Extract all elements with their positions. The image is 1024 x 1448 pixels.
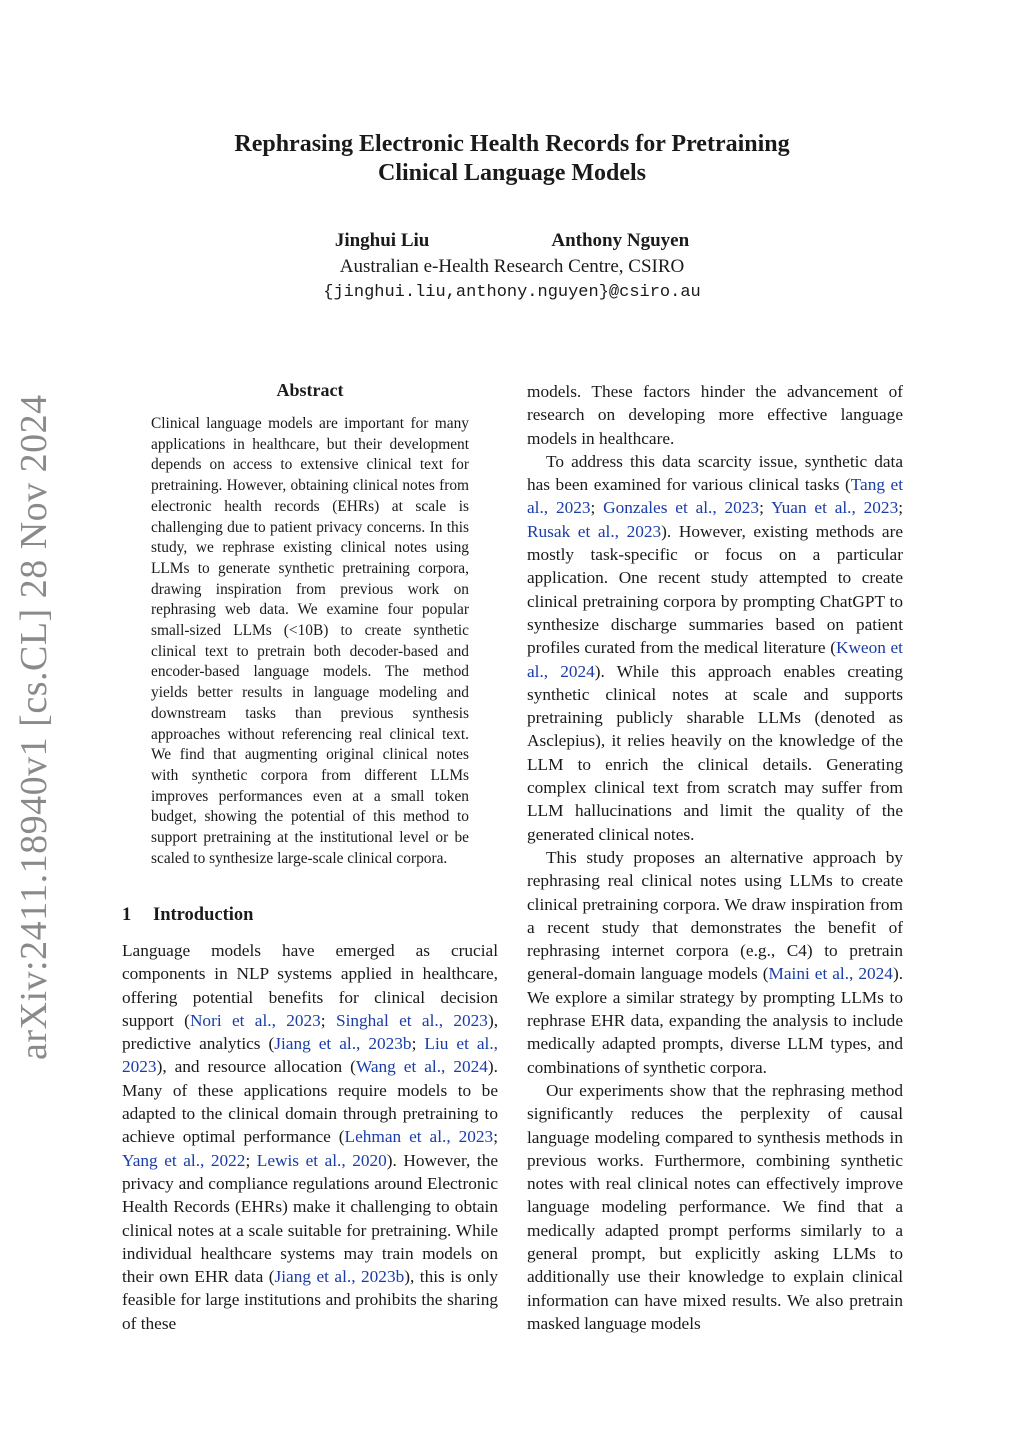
text-run: ), predictive analytics ( (122, 1010, 499, 1054)
text-run: ; (493, 1127, 498, 1147)
affiliation: Australian e-Health Research Centre, CSIRO (339, 256, 685, 277)
citation-link[interactable]: Liu et al., 2023 (122, 1034, 498, 1077)
citation-link[interactable]: Yang et al., 2022 (122, 1150, 246, 1170)
right-paragraph-1: models. These factors hinder the advancement of research on developing more effective language models in healthcare. (527, 382, 903, 448)
right-paragraph-4: Our experiments show that the rephrasing method significantly reduces the perplexity of causal language modeling compared to synthesis methods in previous works. Furthermore, combining synthetic notes with real clinical notes can effectively improve language modeling performance. We find that a medically adapted prompt performs similarly to a general prompt, but explicitly asking LLMs to additionally use their knowledge to explain clinical information can have mixed results. We also pretrain masked language models (527, 1080, 903, 1333)
email: {jinghui.liu,anthony.nguyen}@csiro.au (323, 283, 701, 302)
author-1: Jinghui Liu (334, 230, 430, 251)
text-run: ). However, existing methods are mostly task-specific or focus on a particular application. One recent study attempted to create clinical pretraining corpora by prompting ChatGPT to synthesize discharge summaries based on patient profiles curated from the medical literature ( (527, 521, 904, 658)
right-paragraph-3 (527, 846, 903, 1079)
citation-link[interactable]: Lehman et al., 2023 (344, 1127, 494, 1147)
citation-link[interactable]: Singhal et al., 2023 (335, 1010, 488, 1030)
intro-paragraph (122, 939, 498, 1335)
text-run: ; (759, 498, 772, 518)
author-2: Anthony Nguyen (551, 230, 690, 251)
text-run: ; (898, 498, 904, 518)
abstract-heading: Abstract (276, 380, 344, 400)
author-names (112, 228, 912, 254)
author-block (112, 228, 912, 306)
title-line-2: Clinical Language Models (377, 160, 647, 186)
title-line-1: Rephrasing Electronic Health Records for Pretraining (234, 131, 790, 157)
text-run: Language models have emerged as crucial components in NLP systems applied in healthcare, offering potential benefits for clinical decision support ( (122, 941, 498, 1030)
text-run: ; (411, 1034, 425, 1054)
citation-link[interactable]: Kweon et al., 2024 (527, 638, 903, 681)
citation-link[interactable]: Maini et al., 2024 (768, 964, 893, 984)
text-run: ). However, the privacy and compliance regulations around Electronic Health Records (EHRs) make it challenging to obtain clinical notes at a scale suitable for pretraining. While individual healthcare systems may train models on their own EHR data ( (122, 1150, 499, 1287)
right-paragraph-2 (527, 450, 903, 846)
citation-link[interactable]: Nori et al., 2023 (189, 1010, 321, 1030)
section-heading-introduction (122, 903, 253, 927)
citation-link[interactable]: Tang et al., 2023 (527, 475, 903, 518)
text-run: ). We explore a similar strategy by prompting LLMs to rephrase EHR data, expanding the analysis to include medically adapted prompts, diverse LLM types, and combinations of synthetic corpora. (527, 964, 904, 1077)
citation-link[interactable]: Gonzales et al., 2023 (603, 498, 760, 518)
citation-link[interactable]: Rusak et al., 2023 (527, 521, 662, 541)
section-title: Introduction (153, 905, 254, 925)
citation-link[interactable]: Jiang et al., 2023b (274, 1034, 412, 1054)
text-run: ; (590, 498, 604, 518)
introduction-body (122, 939, 498, 1335)
citation-link[interactable]: Wang et al., 2024 (355, 1057, 488, 1077)
text-run: ), this is only feasible for large institutions and prohibits the sharing of these (122, 1267, 498, 1333)
citation-link[interactable]: Yuan et al., 2023 (771, 498, 899, 518)
text-run: ). Many of these applications require models to be adapted to the clinical domain through pretraining to achieve optimal performance ( (122, 1057, 498, 1147)
paper-title (112, 130, 912, 188)
citation-link[interactable]: Lewis et al., 2020 (256, 1150, 387, 1170)
citation-link[interactable]: Jiang et al., 2023b (274, 1267, 405, 1287)
text-run: ; (320, 1010, 336, 1030)
right-column (527, 380, 903, 1335)
arxiv-identifier: arXiv:2411.18940v1 [cs.CL] 28 Nov 2024 (13, 394, 55, 1060)
text-run: ). While this approach enables creating synthetic clinical notes at scale and supports pretraining publicly sharable LLMs (denoted as Asclepius), it relies heavily on the knowledge of the LLM to enrich the clinical details. Generating complex clinical text from scratch may suffer from LLM hallucinations and limit the quality of the generated clinical notes. (527, 661, 904, 844)
text-run: To address this data scarcity issue, synthetic data has been examined for various clinical tasks ( (527, 451, 903, 495)
text-run: ; (245, 1150, 257, 1170)
abstract-text: Clinical language models are important for many applications in healthcare, but their development depends on access to extensive clinical text for pretraining. However, obtaining clinical notes from electronic health records (EHRs) at scale is challenging due to patient privacy concerns. In this study, we rephrase existing clinical notes using LLMs to generate synthetic pretraining corpora, drawing inspiration from previous work on rephrasing web data. We examine four popular small-sized LLMs (<10B) to create synthetic clinical text to pretrain both decoder-based and encoder-based language models. The method yields better results in language modeling and downstream tasks than previous synthesis approaches without referencing real clinical text. We find that augmenting original clinical notes with synthetic corpora from different LLMs improves performances even at a small token budget, showing the potential of this method to support pretraining at the institutional level or be scaled to synthesize large-scale clinical corpora. (151, 415, 469, 867)
text-run: ), and resource allocation ( (156, 1057, 356, 1077)
section-number: 1 (122, 905, 132, 925)
text-run: This study proposes an alternative approach by rephrasing real clinical notes using LLMs to create clinical pretraining corpora. We draw inspiration from a recent study that demonstrates the benefit of rephrasing internet corpora (e.g., C4) to pretrain general-domain language models ( (527, 847, 903, 984)
